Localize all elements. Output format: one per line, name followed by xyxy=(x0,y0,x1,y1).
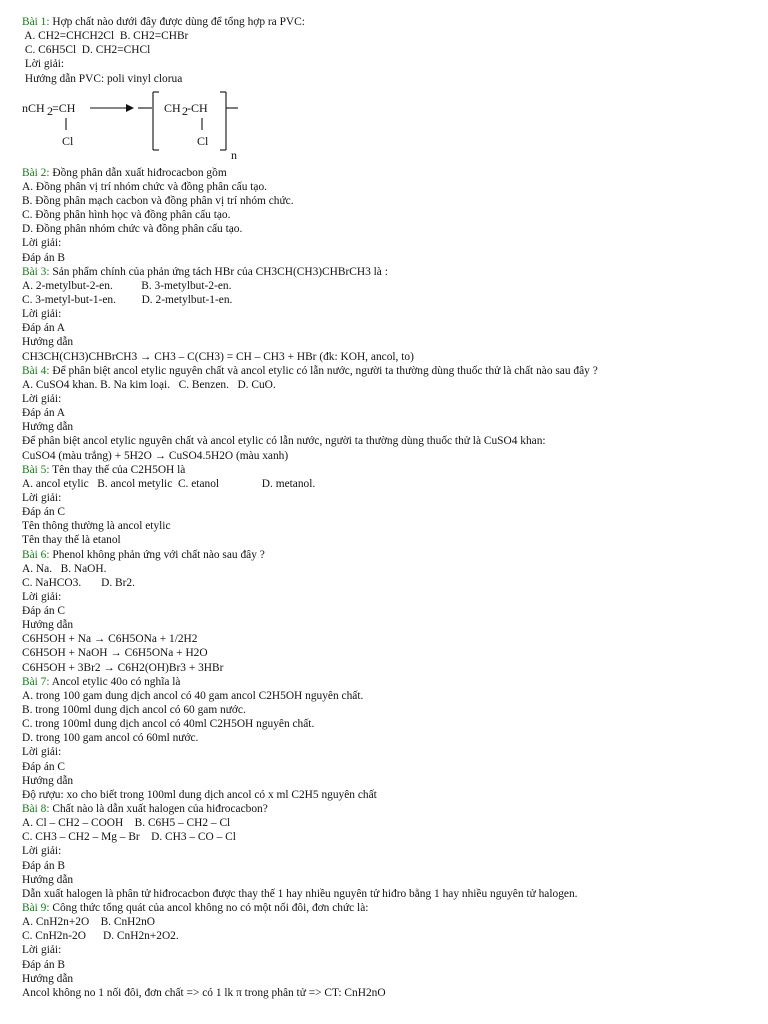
line-text: B. Đồng phân mạch cacbon và đồng phân vị trí nhóm chức. xyxy=(22,194,294,207)
line-text: C. trong 100ml dung dịch ancol có 40ml C2H5OH nguyên chất. xyxy=(22,718,315,731)
line-text: A. CuSO4 khan. B. Na kim loại. C. Benzen. D. CuO. xyxy=(22,378,276,391)
text-line xyxy=(22,392,762,406)
text-line xyxy=(22,57,762,71)
text-line xyxy=(22,774,762,788)
text-line xyxy=(22,434,762,448)
text-line xyxy=(22,788,762,802)
text-line xyxy=(22,222,762,236)
line-text: Hướng dẫn xyxy=(22,619,74,632)
question-number: Bài 1: xyxy=(22,16,50,28)
line-text: A. ancol etylic B. ancol metylic C. etanol D. metanol. xyxy=(22,477,316,490)
line-text: A. CH2=CHCH2Cl B. CH2=CHBr xyxy=(22,30,189,43)
line-text: C. Đồng phân hình học và đồng phân cấu tạo. xyxy=(22,209,231,222)
line-text: D. trong 100 gam ancol có 60ml nước. xyxy=(22,732,199,745)
text-line xyxy=(22,562,762,576)
line-text: A. Đồng phân vị trí nhóm chức và đồng phân cấu tạo. xyxy=(22,180,268,193)
line-text: CH3CH(CH3)CHBrCH3 → CH3 – C(CH3) = CH – CH3 + HBr (đk: KOH, ancol, to) xyxy=(22,350,414,363)
text-line xyxy=(22,29,762,43)
line-text: Lời giải: xyxy=(22,58,65,71)
text-line xyxy=(22,180,762,194)
text-line xyxy=(22,943,762,957)
text-line xyxy=(22,873,762,887)
text-line xyxy=(22,293,762,307)
document-page xyxy=(22,15,762,1000)
text-line xyxy=(22,236,762,250)
line-text: A. Cl – CH2 – COOH B. C6H5 – CH2 – Cl xyxy=(22,817,231,830)
text-line xyxy=(22,717,762,731)
monomer-chlorine: Cl xyxy=(62,133,74,148)
text-line xyxy=(22,378,762,392)
line-text: Tên thay thế của C2H5OH là xyxy=(49,463,186,476)
text-line xyxy=(22,929,762,943)
text-line xyxy=(22,958,762,972)
text-line xyxy=(22,321,762,335)
line-text: C. NaHCO3. D. Br2. xyxy=(22,576,135,589)
line-text: B. trong 100ml dung dịch ancol có 60 gam nước. xyxy=(22,704,246,717)
line-text: Đồng phân dẫn xuất hiđrocacbon gồm xyxy=(49,166,227,179)
polymer-ch2: CH xyxy=(164,100,181,115)
text-line xyxy=(22,43,762,57)
text-line xyxy=(22,505,762,519)
pvc-reaction-formula xyxy=(22,90,762,164)
line-text: Công thức tổng quát của ancol không no có một nối đôi, đơn chức là: xyxy=(49,902,369,915)
text-line xyxy=(22,703,762,717)
question-number: Bài 4: xyxy=(22,364,50,377)
question-line xyxy=(22,166,762,180)
line-text: Ancol etylic 40o có nghĩa là xyxy=(49,675,181,688)
text-line xyxy=(22,887,762,901)
text-line xyxy=(22,689,762,703)
text-line xyxy=(22,533,762,547)
text-line xyxy=(22,590,762,604)
line-text: C6H5OH + NaOH → C6H5ONa + H2O xyxy=(22,647,208,660)
line-text: Lời giải: xyxy=(22,308,62,321)
text-line xyxy=(22,335,762,349)
line-text: Hợp chất nào dưới đây được dùng để tổng hợp ra PVC: xyxy=(49,16,305,28)
line-text: Lời giải: xyxy=(22,237,62,250)
line-text: Phenol không phản ứng với chất nào sau đây ? xyxy=(49,548,265,561)
question-line xyxy=(22,463,762,477)
line-text: Hướng dẫn xyxy=(22,336,74,349)
question-line xyxy=(22,675,762,689)
line-text: Hướng dẫn xyxy=(22,873,74,886)
monomer-subscript: 2 xyxy=(47,103,53,118)
line-text: Dẫn xuất halogen là phân tử hiđrocacbon được thay thế 1 hay nhiều nguyên tử hiđro bằng 1 hay nhiều nguyên tử halogen. xyxy=(22,887,578,900)
text-line xyxy=(22,760,762,774)
line-text: Để phân biệt ancol etylic nguyên chất và ancol etylic có lẫn nước, người ta thường dùng thuốc thử là chất nào sau đây ? xyxy=(49,364,598,377)
text-line xyxy=(22,477,762,491)
question-line xyxy=(22,548,762,562)
line-text: Lời giải: xyxy=(22,491,62,504)
monomer-formula-rest: =CH xyxy=(52,100,76,115)
text-line xyxy=(22,915,762,929)
line-text: Để phân biệt ancol etylic nguyên chất và ancol etylic có lẫn nước, người ta thường dùng thuốc thử là CuSO4 khan: xyxy=(22,435,546,448)
text-line xyxy=(22,604,762,618)
line-text: Đáp án A xyxy=(22,407,66,420)
line-text: Hướng dẫn xyxy=(22,774,74,787)
line-text: Lời giải: xyxy=(22,944,62,957)
line-text: Lời giải: xyxy=(22,845,62,858)
text-line xyxy=(22,986,762,1000)
line-text: Lời giải: xyxy=(22,392,62,405)
polymer-n-subscript: n xyxy=(231,147,237,162)
text-line xyxy=(22,745,762,759)
text-line xyxy=(22,972,762,986)
line-text: Đáp án C xyxy=(22,760,66,773)
pvc-structure-diagram xyxy=(22,90,282,164)
text-line xyxy=(22,576,762,590)
text-line xyxy=(22,406,762,420)
question-number: Bài 7: xyxy=(22,675,50,688)
question-line xyxy=(22,901,762,915)
text-line xyxy=(22,420,762,434)
line-text: C. CnH2n-2O D. CnH2n+2O2. xyxy=(22,930,179,943)
question-number: Bài 8: xyxy=(22,803,50,816)
question-line xyxy=(22,265,762,279)
line-text: Đáp án C xyxy=(22,605,66,618)
line-text: Chất nào là dẫn xuất halogen của hiđrocacbon? xyxy=(49,803,268,816)
text-line xyxy=(22,632,762,646)
text-line xyxy=(22,731,762,745)
line-text: Đáp án A xyxy=(22,322,66,335)
question-number: Bài 6: xyxy=(22,548,50,561)
line-text: A. 2-metylbut-2-en. B. 3-metylbut-2-en. xyxy=(22,279,232,292)
line-text: A. Na. B. NaOH. xyxy=(22,562,107,575)
line-text: Đáp án B xyxy=(22,859,66,872)
line-text: C6H5OH + 3Br2 → C6H2(OH)Br3 + 3HBr xyxy=(22,661,224,674)
line-text: A. CnH2n+2O B. CnH2nO xyxy=(22,916,155,929)
text-line xyxy=(22,844,762,858)
line-text: Đáp án B xyxy=(22,958,66,971)
question-number: Bài 3: xyxy=(22,265,50,278)
line-text: A. trong 100 gam dung dịch ancol có 40 gam ancol C2H5OH nguyên chất. xyxy=(22,689,364,702)
line-text: C6H5OH + Na → C6H5ONa + 1/2H2 xyxy=(22,633,198,646)
line-text: Sản phẩm chính của phản ứng tách HBr của CH3CH(CH3)CHBrCH3 là : xyxy=(49,265,388,278)
line-text: Tên thay thế là etanol xyxy=(22,534,121,547)
polymer-subscript: 2 xyxy=(182,103,188,118)
question-number: Bài 2: xyxy=(22,166,50,179)
text-line xyxy=(22,449,762,463)
text-line xyxy=(22,279,762,293)
text-line xyxy=(22,859,762,873)
text-line xyxy=(22,618,762,632)
line-text: Lời giải: xyxy=(22,746,62,759)
line-text: Hướng dẫn PVC: poli vinyl clorua xyxy=(22,72,183,85)
polymer-ch: -CH xyxy=(187,100,208,115)
text-line xyxy=(22,350,762,364)
text-line xyxy=(22,208,762,222)
monomer-formula-prefix: nCH xyxy=(22,100,45,115)
line-text: Đáp án C xyxy=(22,506,66,519)
line-text: Độ rượu: xo cho biết trong 100ml dung dịch ancol có x ml C2H5 nguyên chất xyxy=(22,788,377,801)
text-line xyxy=(22,194,762,208)
text-line xyxy=(22,646,762,660)
line-text: C. CH3 – CH2 – Mg – Br D. CH3 – CO – Cl xyxy=(22,831,236,844)
question-line xyxy=(22,364,762,378)
text-line xyxy=(22,251,762,265)
text-line xyxy=(22,661,762,675)
line-text: Hướng dẫn xyxy=(22,421,74,434)
text-line xyxy=(22,307,762,321)
text-line xyxy=(22,816,762,830)
text-line xyxy=(22,519,762,533)
line-text: CuSO4 (màu trắng) + 5H2O → CuSO4.5H2O (màu xanh) xyxy=(22,449,289,462)
question-number: Bài 9: xyxy=(22,902,50,915)
line-text: C. C6H5Cl D. CH2=CHCl xyxy=(22,44,151,57)
text-line xyxy=(22,491,762,505)
question-line xyxy=(22,802,762,816)
text-line xyxy=(22,830,762,844)
line-text: Tên thông thường là ancol etylic xyxy=(22,520,171,533)
line-text: D. Đồng phân nhóm chức và đồng phân cấu tạo. xyxy=(22,223,243,236)
line-text: C. 3-metyl-but-1-en. D. 2-metylbut-1-en. xyxy=(22,293,233,306)
text-line xyxy=(22,72,762,86)
polymer-chlorine: Cl xyxy=(197,133,209,148)
line-text: Hướng dẫn xyxy=(22,972,74,985)
question-line xyxy=(22,15,762,29)
question-number: Bài 5: xyxy=(22,463,50,476)
line-text: Lời giải: xyxy=(22,590,62,603)
line-text: Ancol không no 1 nối đôi, đơn chất => có 1 lk π trong phân tử => CT: CnH2nO xyxy=(22,986,386,999)
line-text: Đáp án B xyxy=(22,251,66,264)
reaction-arrow-head xyxy=(126,104,134,112)
